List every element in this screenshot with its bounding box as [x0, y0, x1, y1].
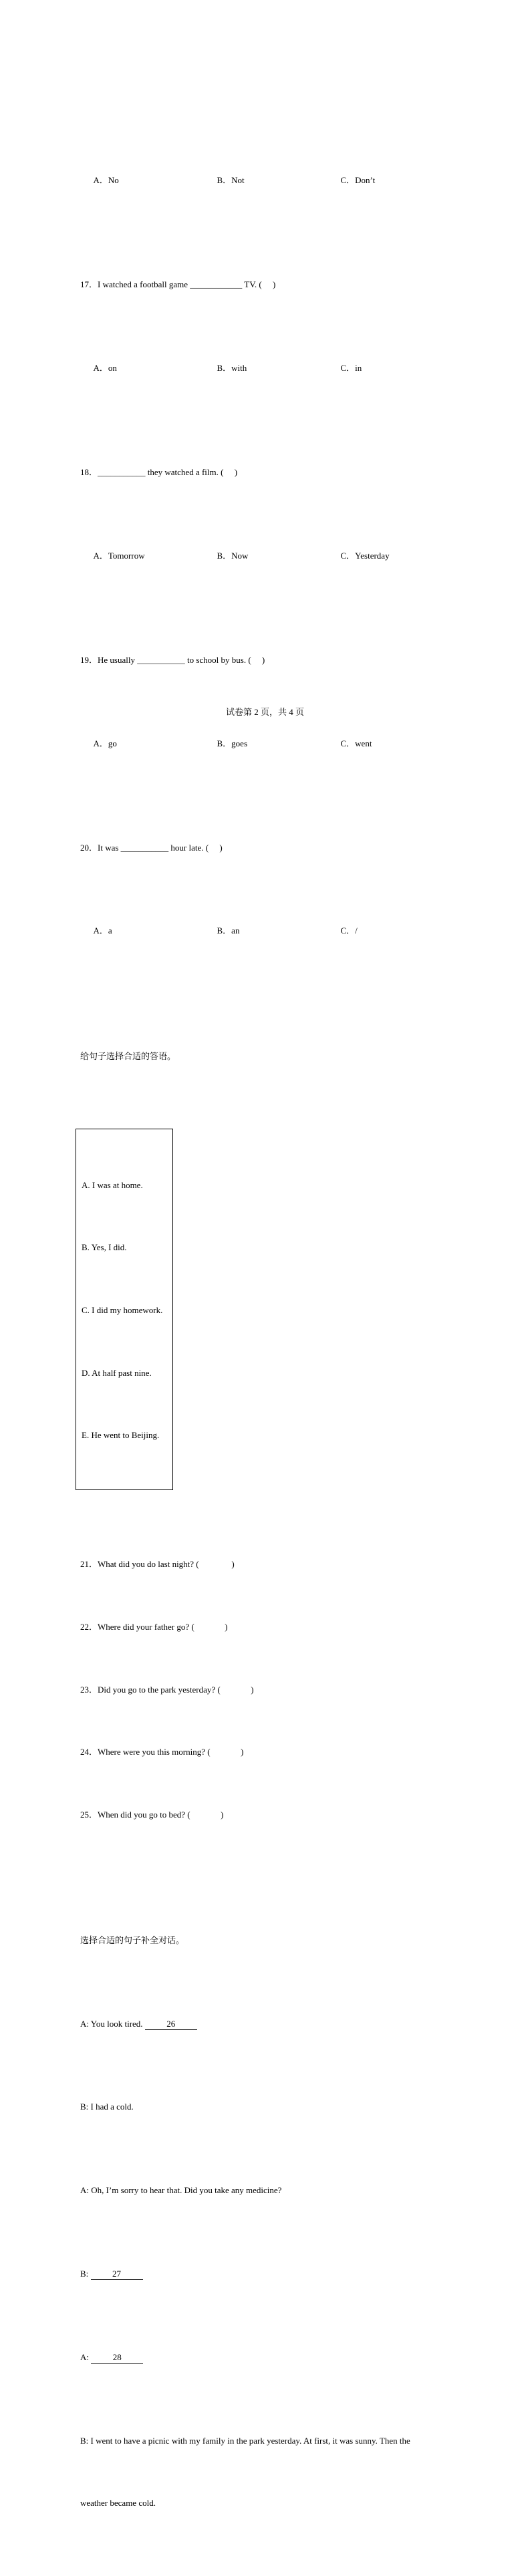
question-20: 20．It was ___________ hour late. ( ): [80, 842, 223, 853]
page-footer: 试卷第 2 页，共 4 页: [225, 707, 304, 717]
matching-instruction: 给句子选择合适的答语。: [80, 1050, 176, 1061]
option-c: C．/: [340, 925, 358, 936]
dialogue-line-a2: A: Oh, I’m sorry to hear that. Did you take any medicine?: [80, 2185, 282, 2196]
question-25: 25．When did you go to bed? ( ): [80, 1809, 224, 1820]
numbered-blank-27: 27: [91, 2268, 143, 2280]
dialogue-line-b2: [80, 2263, 481, 2284]
question-21: 21．What did you do last night? ( ): [80, 1559, 235, 1570]
options-row-q16: [80, 149, 481, 212]
option-c: C．in: [340, 362, 362, 373]
option-a: A．a: [93, 925, 112, 936]
question-19: 19．He usually ___________ to school by bus. ( ): [80, 654, 265, 665]
option-a: A．Tomorrow: [93, 550, 145, 561]
option-a: A．No: [93, 175, 119, 186]
answer-bank-item-b: B. Yes, I did.: [82, 1242, 127, 1253]
question-17: 17．I watched a football game ____________ TV. ( ): [80, 279, 276, 290]
answer-bank-item-d: D. At half past nine.: [82, 1367, 152, 1378]
option-b: B．Now: [217, 550, 249, 561]
dialogue-line-b1: B: I had a cold.: [80, 2102, 134, 2112]
option-c: C．Yesterday: [340, 550, 390, 561]
numbered-blank-28: 28: [91, 2351, 143, 2364]
answer-bank-item-c: C. I did my homework.: [82, 1304, 163, 1315]
dialogue-line-b3: B: I went to have a picnic with my family in the park yesterday. At first, it was sunny. Then the: [80, 2435, 410, 2446]
dialogue-a3-text: A:: [80, 2351, 92, 2362]
answer-bank-box: [76, 1129, 173, 1489]
dialogue-line-b3-continued: weather became cold.: [80, 2498, 156, 2509]
question-23: 23．Did you go to the park yesterday? ( ): [80, 1684, 254, 1695]
options-row-q20: [80, 899, 481, 962]
question-18: 18．___________ they watched a film. ( ): [80, 466, 238, 477]
dialogue-b2-text: B:: [80, 2269, 91, 2279]
option-b: B．an: [217, 925, 240, 936]
numbered-blank-26: 26: [145, 2018, 197, 2030]
dialogue-line-a1: [80, 2013, 481, 2034]
options-row-q17: [80, 337, 481, 400]
answer-bank-item-a: A. I was at home.: [82, 1179, 143, 1190]
options-row-q19: [80, 712, 481, 774]
option-a: A．go: [93, 738, 117, 748]
question-24: 24．Where were you this morning? ( ): [80, 1747, 244, 1757]
dialogue-instruction: 选择合适的句子补全对话。: [80, 1935, 185, 1945]
option-c: C．Don’t: [340, 175, 376, 186]
dialogue-line-a3: [80, 2347, 481, 2368]
exam-content: [80, 65, 481, 2576]
option-b: B．with: [217, 362, 247, 373]
options-row-q18: [80, 524, 481, 587]
answer-bank-item-e: E. He went to Beijing.: [82, 1430, 160, 1441]
option-b: B．Not: [217, 175, 245, 186]
option-b: B．goes: [217, 738, 248, 748]
option-c: C．went: [340, 738, 372, 748]
dialogue-a1-text: A: You look tired.: [80, 2018, 145, 2029]
option-a: A．on: [93, 362, 117, 373]
question-22: 22．Where did your father go? ( ): [80, 1621, 228, 1632]
